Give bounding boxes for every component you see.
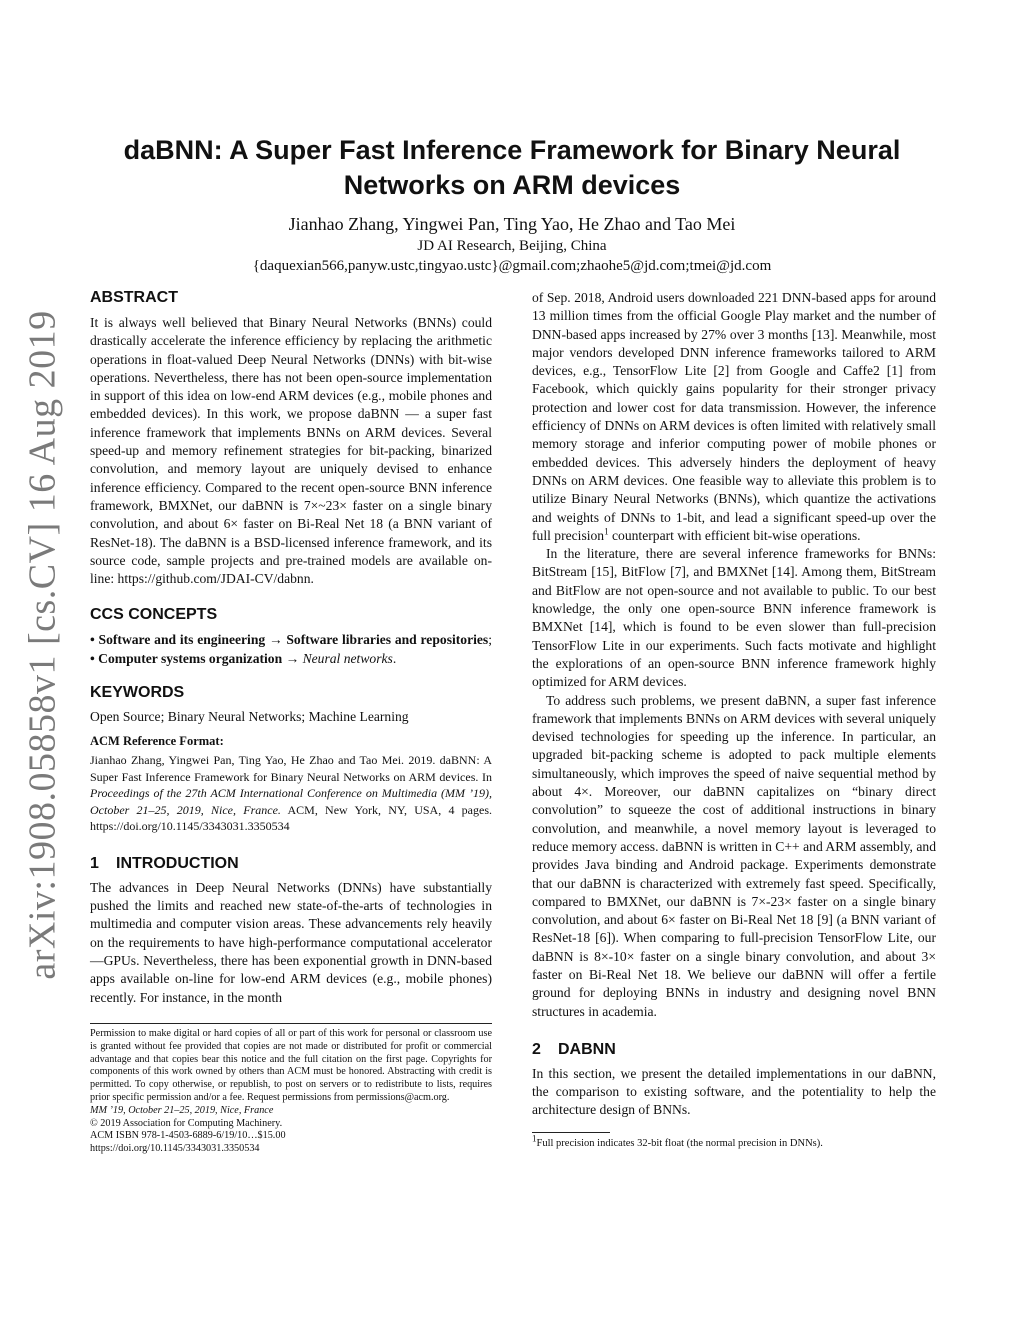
ccs-item-2-target: Neural networks: [302, 650, 393, 666]
intro-heading: [90, 853, 492, 875]
footnote-reference: 1: [604, 526, 609, 537]
title-line-1: daBNN: A Super Fast Inference Framework for Binary Neural: [123, 135, 901, 165]
footnote-divider: [532, 1132, 610, 1133]
acm-reference-venue: Proceedings of the 27th ACM International Conference on Multimedia (MM ’19), October 21–25, 2019, Nice, France.: [90, 786, 492, 817]
intro-paragraph-1-right: [532, 289, 936, 545]
author-list: Jianhao Zhang, Yingwei Pan, Ting Yao, He Zhao and Tao Mei: [288, 214, 736, 234]
permission-copyright: © 2019 Association for Computing Machinery.: [90, 1117, 283, 1129]
affiliation: JD AI Research, Beijing, China: [417, 238, 607, 254]
ccs-item-1-target: Software libraries and repositories: [286, 632, 489, 648]
dabnn-section-number: 2: [532, 1040, 541, 1058]
permission-doi: https://doi.org/10.1145/3343031.3350534: [90, 1143, 260, 1155]
ccs-heading: CCS CONCEPTS: [90, 606, 218, 624]
abstract-text: It is always well believed that Binary Neural Networks (BNNs) could drastically accelerate the inference efficiency by replacing the arithmetic operations in float-valued Deep Neural Networks (DNNs) with bit-wise operations. Nevertheless, there has not been open-source implementation in support of this idea on low-end ARM devices (e.g., mobile phones and embedded devices). In this work, we propose daBNN — a super fast inference framework that implements BNNs on ARM devices. Several speed-up and memory refinement strategies for bit-packing, binarized convolution, and memory layout are uniquely devised to enhance inference efficiency. Compared to the recent open-source BNN inference framework, BMXNet, our daBNN is 7×~23× faster on a single binary convolution, and about 6× faster on Bi-Real Net 18 (a BNN variant of ResNet-18). The daBNN is a BSD-licensed inference framework, and its source code, sample projects and pre-trained models are available on-line: https://github.com/JDAI-CV/dabnn.: [90, 315, 492, 587]
ccs-concepts: [90, 631, 492, 668]
permission-isbn: ACM ISBN 978-1-4503-6889-6/19/10…$15.00: [90, 1130, 286, 1142]
abstract-heading: ABSTRACT: [90, 289, 178, 306]
footnote-mark: 1: [532, 1133, 537, 1144]
permission-venue: [90, 1105, 492, 1118]
footnote-body: Full precision indicates 32-bit float (the normal precision in DNNs).: [536, 1137, 823, 1149]
author-emails: {daquexian566,panyw.ustc,tingyao.ustc}@gmail.com;zhaohe5@jd.com;tmei@jd.com: [252, 258, 772, 274]
intro-section-title: INTRODUCTION: [116, 854, 239, 872]
intro-paragraph-1-left: The advances in Deep Neural Networks (DNNs) have substantially pushed the limits and reached new state-of-the-arts of technologies in multimedia and computer vision areas. These advancements rely heavily on the requirements to have high-performance computational accelerator—GPUs. Nevertheless, there has been exponential growth in DNN-based apps available on-line for low-end ARM devices (e.g., mobile phones) recently. For instance, in the month: [90, 879, 492, 1005]
left-column: [90, 287, 492, 1156]
permission-venue-text: MM ’19, October 21–25, 2019, Nice, France: [90, 1104, 274, 1116]
intro-section-number: 1: [90, 854, 99, 872]
acm-reference-text: [90, 752, 492, 835]
intro-p1-right-text: of Sep. 2018, Android users downloaded 221 DNN-based apps for around 13 million times from the official Google Play market and the number of DNN-based apps increased by 27% over 3 months [13]. Meanwhile, most major vendors developed DNN inference frameworks tailored to ARM devices, e.g., TensorFlow Lite [2] from Google and Caffe2 [1] from Facebook, which quickly gains popularity for their stronger privacy protection and lower cost for data transmission. However, the inference efficiency of DNNs on ARM devices is often limited with relatively small memory storage and inferior computing power of mobile phones or embedded devices. This adversely hinders the deployment of heavy DNNs on ARM devices. One feasible way to alleviate this problem is to utilize Binary Neural Networks (BNNs), which quantize the activations and weights of DNNs to 1-bit, and lead a significant speed-up over the full precision: [532, 290, 936, 543]
ccs-arrow-1: →: [265, 632, 287, 648]
intro-p1-right-end: counterpart with efficient bit-wise operations.: [608, 527, 861, 543]
keywords-heading: KEYWORDS: [90, 684, 185, 702]
dabnn-section-title: DABNN: [558, 1040, 616, 1058]
ccs-item-1: • Software and its engineering: [90, 632, 266, 648]
ccs-separator: ;: [488, 632, 492, 648]
dabnn-heading: [532, 1039, 936, 1061]
ccs-arrow-2: →: [282, 650, 303, 666]
permission-divider: [90, 1023, 492, 1024]
ccs-item-2: • Computer systems organization: [90, 650, 283, 666]
arxiv-stamp: [22, 310, 64, 980]
paper-title: [80, 133, 944, 203]
title-line-2: Networks on ARM devices: [343, 170, 681, 200]
intro-paragraph-2: In the literature, there are several inference frameworks for BNNs: BitStream [15], BitFlow [7], and BMXNet [14]. Among them, BitStream and BitFlow are not open-source and not available to public. To our best knowledge, the only one open-source BNN inference framework is BMXNet [14], which is found to be even slower than full-precision TensorFlow Lite in our experiments. Such facts motivate and highlight the explorations of an open-source BNN inference framework highly optimized for ARM devices.: [532, 546, 936, 690]
acm-reference-pre: Jianhao Zhang, Yingwei Pan, Ting Yao, He Zhao and Tao Mei. 2019. daBNN: A Super Fast Inference Framework for Binary Neural Networks on ARM devices. In: [90, 753, 492, 784]
footnote-block: [532, 1132, 936, 1150]
footnote-text: [532, 1133, 936, 1150]
acm-reference-heading: ACM Reference Format:: [90, 734, 224, 749]
acm-reference-post: ACM, New York, NY, USA, 4 pages. https://doi.org/10.1145/3343031.3350534: [90, 802, 493, 834]
intro-paragraph-3: To address such problems, we present daBNN, a super fast inference framework that implements BNNs on ARM devices with several uniquely devised technologies for speeding up the inference. In particular, an upgraded bit-packing scheme is adopted to pack multiple elements simultaneously, which improves the speed of naive sequential method by about 4×. Moreover, our daBNN capitalizes on “binary direct convolution” to squeeze the cost of additional instructions in binary convolution, and meanwhile, a novel memory layout is leveraged to reduce memory access. daBNN is written in C++ and ARM assembly, and provides Java binding and Android package. Experiments demonstrate that our daBNN is characterized with extremely fast speed. Specifically, compared to BMXNet, our daBNN is 7×-23× faster on a single binary convolution, and about 6× faster on Bi-Real Net 18 [9] (a BNN variant of ResNet-18 [6]). When comparing to full-precision TensorFlow Lite, our daBNN is 8×-10× faster on a single binary convolution, and about 3× faster on Bi-Real Net 18. We believe our daBNN will offer a fertile ground for deploying BNNs in industry and designing novel BNN structures in academia.: [532, 692, 936, 1019]
keywords-text: Open Source; Binary Neural Networks; Machine Learning: [90, 709, 409, 725]
arxiv-stamp-text: arXiv:1908.05858v1 [cs.CV] 16 Aug 2019: [22, 310, 64, 980]
ccs-end: .: [392, 650, 397, 666]
right-column: [532, 289, 936, 1150]
permission-block: [90, 1023, 492, 1156]
permission-text: Permission to make digital or hard copies of all or part of this work for personal or classroom use is granted without fee provided that copies are not made or distributed for profit or commercial advantage and that copies bear this notice and the full citation on the first page. Copyrights for components of this work owned by others than ACM must be honored. Abstracting with credit is permitted. To copy otherwise, or republish, to post on servers or to redistribute to lists, requires prior specific permission and/or a fee. Request permissions from permissions@acm.org.: [90, 1027, 492, 1103]
dabnn-section-text: In this section, we present the detailed implementations in our daBNN, the comparison to existing software, and the potentiality to help the architecture design of BNNs.: [532, 1065, 936, 1118]
